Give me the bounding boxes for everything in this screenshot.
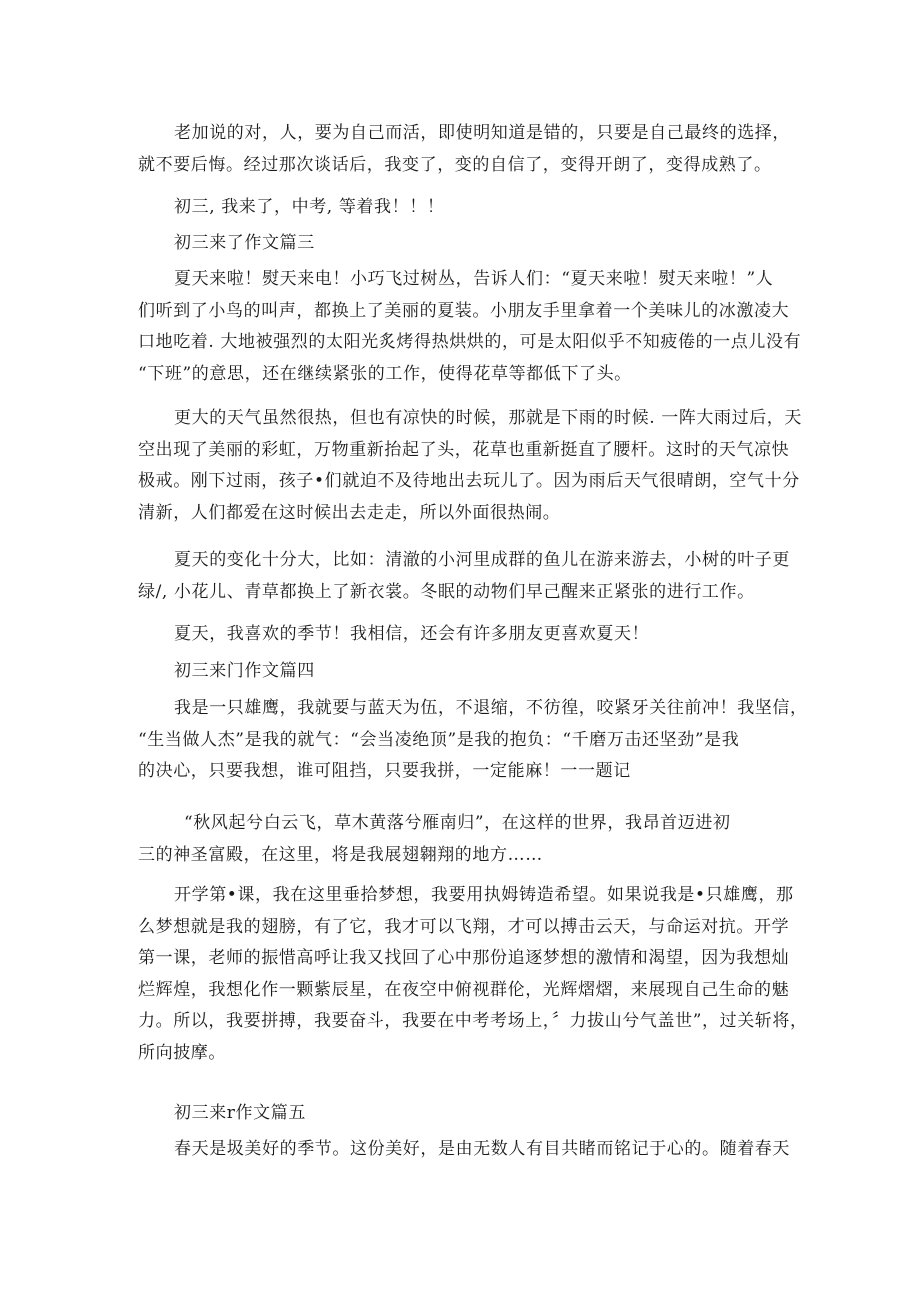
text-line: 绿/, 小花儿、青草都换上了新衣裳。冬眠的动物们早己醒来正紧张的进行工作。 xyxy=(138,581,755,602)
text-line: 更大的天气虽然很热，但也有凉快的时候，那就是下雨的时候. 一阵大雨过后，天 xyxy=(174,408,803,428)
section-heading-4 xyxy=(138,656,778,688)
text-line: 力。所以，我要拼搏，我要奋斗，我要在中考考场上，〞力拔山兮气盖世”，过关斩将， xyxy=(138,1011,808,1031)
section-heading-3 xyxy=(138,228,778,260)
section-title: 初三来r作文篇五 xyxy=(174,1103,306,1123)
paragraph-like-summer xyxy=(138,619,778,651)
text-line: 么梦想就是我的翅膀，有了它，我才可以飞翔，才可以搏击云天，与命运对抗。开学 xyxy=(138,916,790,937)
text-line: 春天是圾美好的季节。这份美好，是由无数人有目共睹而铭记于心的。随着春天 xyxy=(174,1139,790,1159)
text-line: 夏天，我喜欢的季节！我相信，还会有许多朋友更喜欢夏天！ xyxy=(174,624,650,644)
text-line: 烂辉煌，我想化作一颗紫辰星，在夜空中俯视群伦，光辉熠熠，来展现自己生命的魅 xyxy=(138,979,790,1000)
text-line: 就不要后悔。经过那次谈话后，我变了，变的自信了，变得开朗了，变得成熟了。 xyxy=(138,154,772,175)
text-line: 我是一只雄鹰，我就要与蓝天为伍，不退缩，不彷徨，咬紧牙关往前冲！我坚信， xyxy=(174,698,808,718)
paragraph-rain xyxy=(138,403,803,529)
text-line: 的决心，只要我想，谁可阻挡，只要我拼，一定能麻！一一题记 xyxy=(138,761,631,781)
text-line: 夏天的变化十分大，比如：清澈的小河里成群的鱼儿在游来游去，小树的叶子更 xyxy=(174,550,790,570)
text-line: 口地吃着. 大地被强烈的太阳光炙烤得热烘烘的，可是太阳似乎不知疲倦的一点儿没有 xyxy=(138,332,802,352)
section-title: 初三来了作文篇三 xyxy=(174,233,315,253)
paragraph-advice xyxy=(138,118,790,181)
text-line: 第一课，老师的振惜高呼让我又找回了心中那份追逐梦想的激情和渴望，因为我想灿 xyxy=(138,948,790,968)
paragraph-changes xyxy=(138,545,790,608)
text-line: 初三, 我来了，中考, 等着我！！！ xyxy=(174,197,445,217)
text-line: 夏天来啦！熨天来电！小巧飞过树丛，告诉人们：“夏天来啦！熨天来啦！”人 xyxy=(174,269,774,289)
paragraph-exclaim xyxy=(138,192,778,224)
text-line: “生当做人杰”是我的就气：“会当凌绝顶”是我的抱负：“千磨万击还坚劲”是我 xyxy=(138,729,740,750)
text-line: 开学第•课，我在这里垂拾梦想，我要用执姆铸造希望。如果说我是•只雄鹰，那 xyxy=(174,885,794,905)
section-title: 初三来门作文篇四 xyxy=(174,661,315,681)
text-line: 所向披摩。 xyxy=(138,1042,226,1063)
paragraph-eagle xyxy=(138,693,808,788)
paragraph-spring xyxy=(138,1134,790,1166)
paragraph-summer-arrives xyxy=(138,264,802,390)
text-line: 空出现了美丽的彩虹，万物重新抬起了头，花草也重新挺直了腰杆。这时的天气凉快 xyxy=(138,439,790,460)
text-line: 们听到了小鸟的叫声，都换上了美丽的夏装。小朋友手里拿着一个美味儿的冰激凌大 xyxy=(138,300,790,321)
section-heading-5 xyxy=(138,1098,778,1130)
text-line: 三的神圣富殿，在这里，将是我展翅翱翔的地方…… xyxy=(138,844,543,865)
text-line: 老加说的对，人，要为自己而活，即使明知道是错的，只要是自己最终的选择， xyxy=(174,123,790,143)
paragraph-first-lesson xyxy=(138,880,808,1069)
text-line: “秋风起兮白云飞，草木黄落兮雁南归”，在这样的世界，我昂首迈进初 xyxy=(184,813,731,833)
text-line: 极戒。刚下过雨，孩子•们就迫不及待地出去玩儿了。因为雨后天气很晴朗，空气十分 xyxy=(138,471,800,491)
text-line: 清新，人们都爱在这时候出去走走，所以外面很热闹。 xyxy=(138,502,561,523)
paragraph-autumn-quote xyxy=(138,808,778,871)
text-line: “下班”的意思，还在继续紧张的工作，使得花草等都低下了头。 xyxy=(138,363,632,384)
